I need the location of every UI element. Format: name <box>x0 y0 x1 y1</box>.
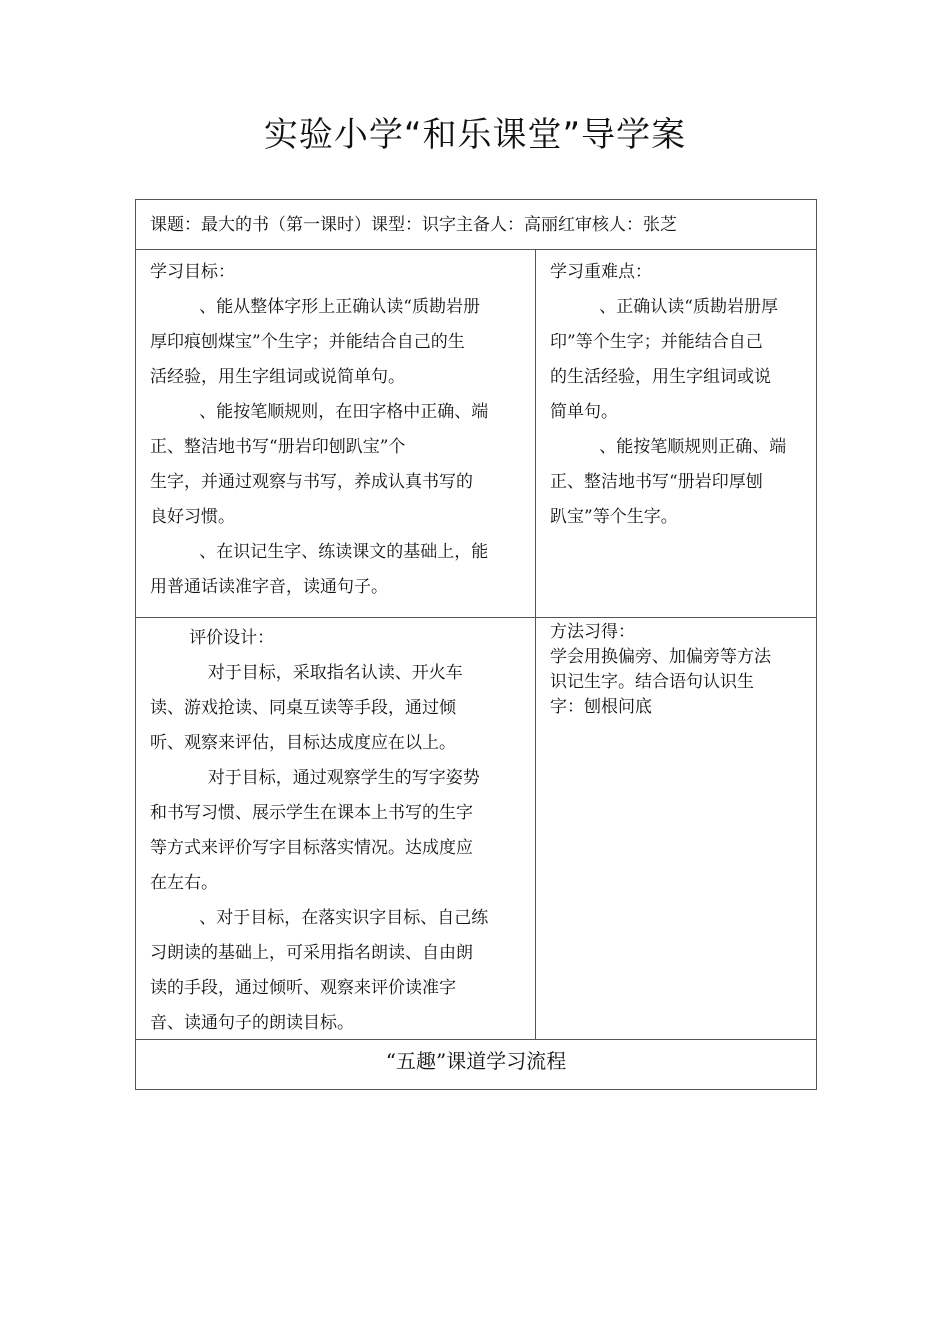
table-divider <box>136 249 816 250</box>
key-point-line: 、能按笔顺规则正确、端 <box>599 437 787 457</box>
goal-line: 、能从整体字形上正确认读“质勘岩册 <box>199 297 480 317</box>
evaluation-line: 在左右。 <box>150 873 218 893</box>
learning-goals-heading: 学习目标： <box>150 262 235 282</box>
goal-line: 、能按笔顺规则，在田字格中正确、端 <box>199 402 489 422</box>
goal-line: 正、整洁地书写“册岩印刨趴宝”个 <box>150 437 406 457</box>
evaluation-line: 对于目标，通过观察学生的写字姿势 <box>207 768 480 788</box>
key-point-line: 简单句。 <box>550 402 618 422</box>
page-title: 实验小学“和乐课堂”导学案 <box>263 115 687 155</box>
method-heading: 方法习得： <box>550 622 635 642</box>
evaluation-line: 读的手段，通过倾听、观察来评价读准字 <box>150 978 456 998</box>
evaluation-line: 读、游戏抢读、同桌互读等手段，通过倾 <box>150 698 456 718</box>
evaluation-line: 听、观察来评估，目标达成度应在以上。 <box>150 733 456 753</box>
evaluation-line: 音、读通句子的朗读目标。 <box>150 1013 354 1033</box>
evaluation-heading: 评价设计： <box>189 628 275 648</box>
key-point-line: 、正确认读“质勘岩册厚 <box>599 297 778 317</box>
key-point-line: 趴宝”等个生字。 <box>550 507 678 527</box>
method-cell <box>550 620 813 720</box>
key-points-heading: 学习重难点： <box>550 262 652 282</box>
method-line: 字：刨根问底 <box>550 697 652 717</box>
evaluation-line: 对于目标，采取指名认读、开火车 <box>207 663 463 683</box>
goal-line: 、在识记生字、练读课文的基础上，能 <box>199 542 489 562</box>
column-divider <box>535 249 536 1039</box>
evaluation-cell <box>150 621 531 1041</box>
table-divider <box>136 617 816 618</box>
method-line: 学会用换偏旁、加偏旁等方法 <box>550 647 771 667</box>
key-point-line: 的生活经验，用生字组词或说 <box>550 367 771 387</box>
learning-goals-cell <box>150 255 531 605</box>
key-point-line: 正、整洁地书写“册岩印厚刨 <box>550 472 763 492</box>
method-line: 识记生字。结合语句认识生 <box>550 672 754 692</box>
lesson-plan-table <box>135 199 817 1090</box>
goal-line: 厚印痕刨煤宝”个生字；并能结合自己的生 <box>150 332 465 352</box>
goal-line: 活经验，用生字组词或说简单句。 <box>150 367 405 387</box>
key-point-line: 印”等个生字；并能结合自己 <box>550 332 763 352</box>
evaluation-line: 习朗读的基础上，可采用指名朗读、自由朗 <box>150 943 473 963</box>
goal-line: 生字，并通过观察与书写，养成认真书写的 <box>150 472 473 492</box>
lesson-info-row: 课题：最大的书（第一课时）课型：识字主备人：高丽红审核人：张芝 <box>150 215 677 235</box>
key-points-cell <box>550 255 813 535</box>
learning-flow-heading: “五趣”课道学习流程 <box>385 1049 567 1073</box>
evaluation-line: 、对于目标，在落实识字目标、自己练 <box>199 908 489 928</box>
evaluation-line: 等方式来评价写字目标落实情况。达成度应 <box>150 838 473 858</box>
goal-line: 良好习惯。 <box>150 507 235 527</box>
evaluation-line: 和书写习惯、展示学生在课本上书写的生字 <box>150 803 473 823</box>
goal-line: 用普通话读准字音，读通句子。 <box>150 577 388 597</box>
